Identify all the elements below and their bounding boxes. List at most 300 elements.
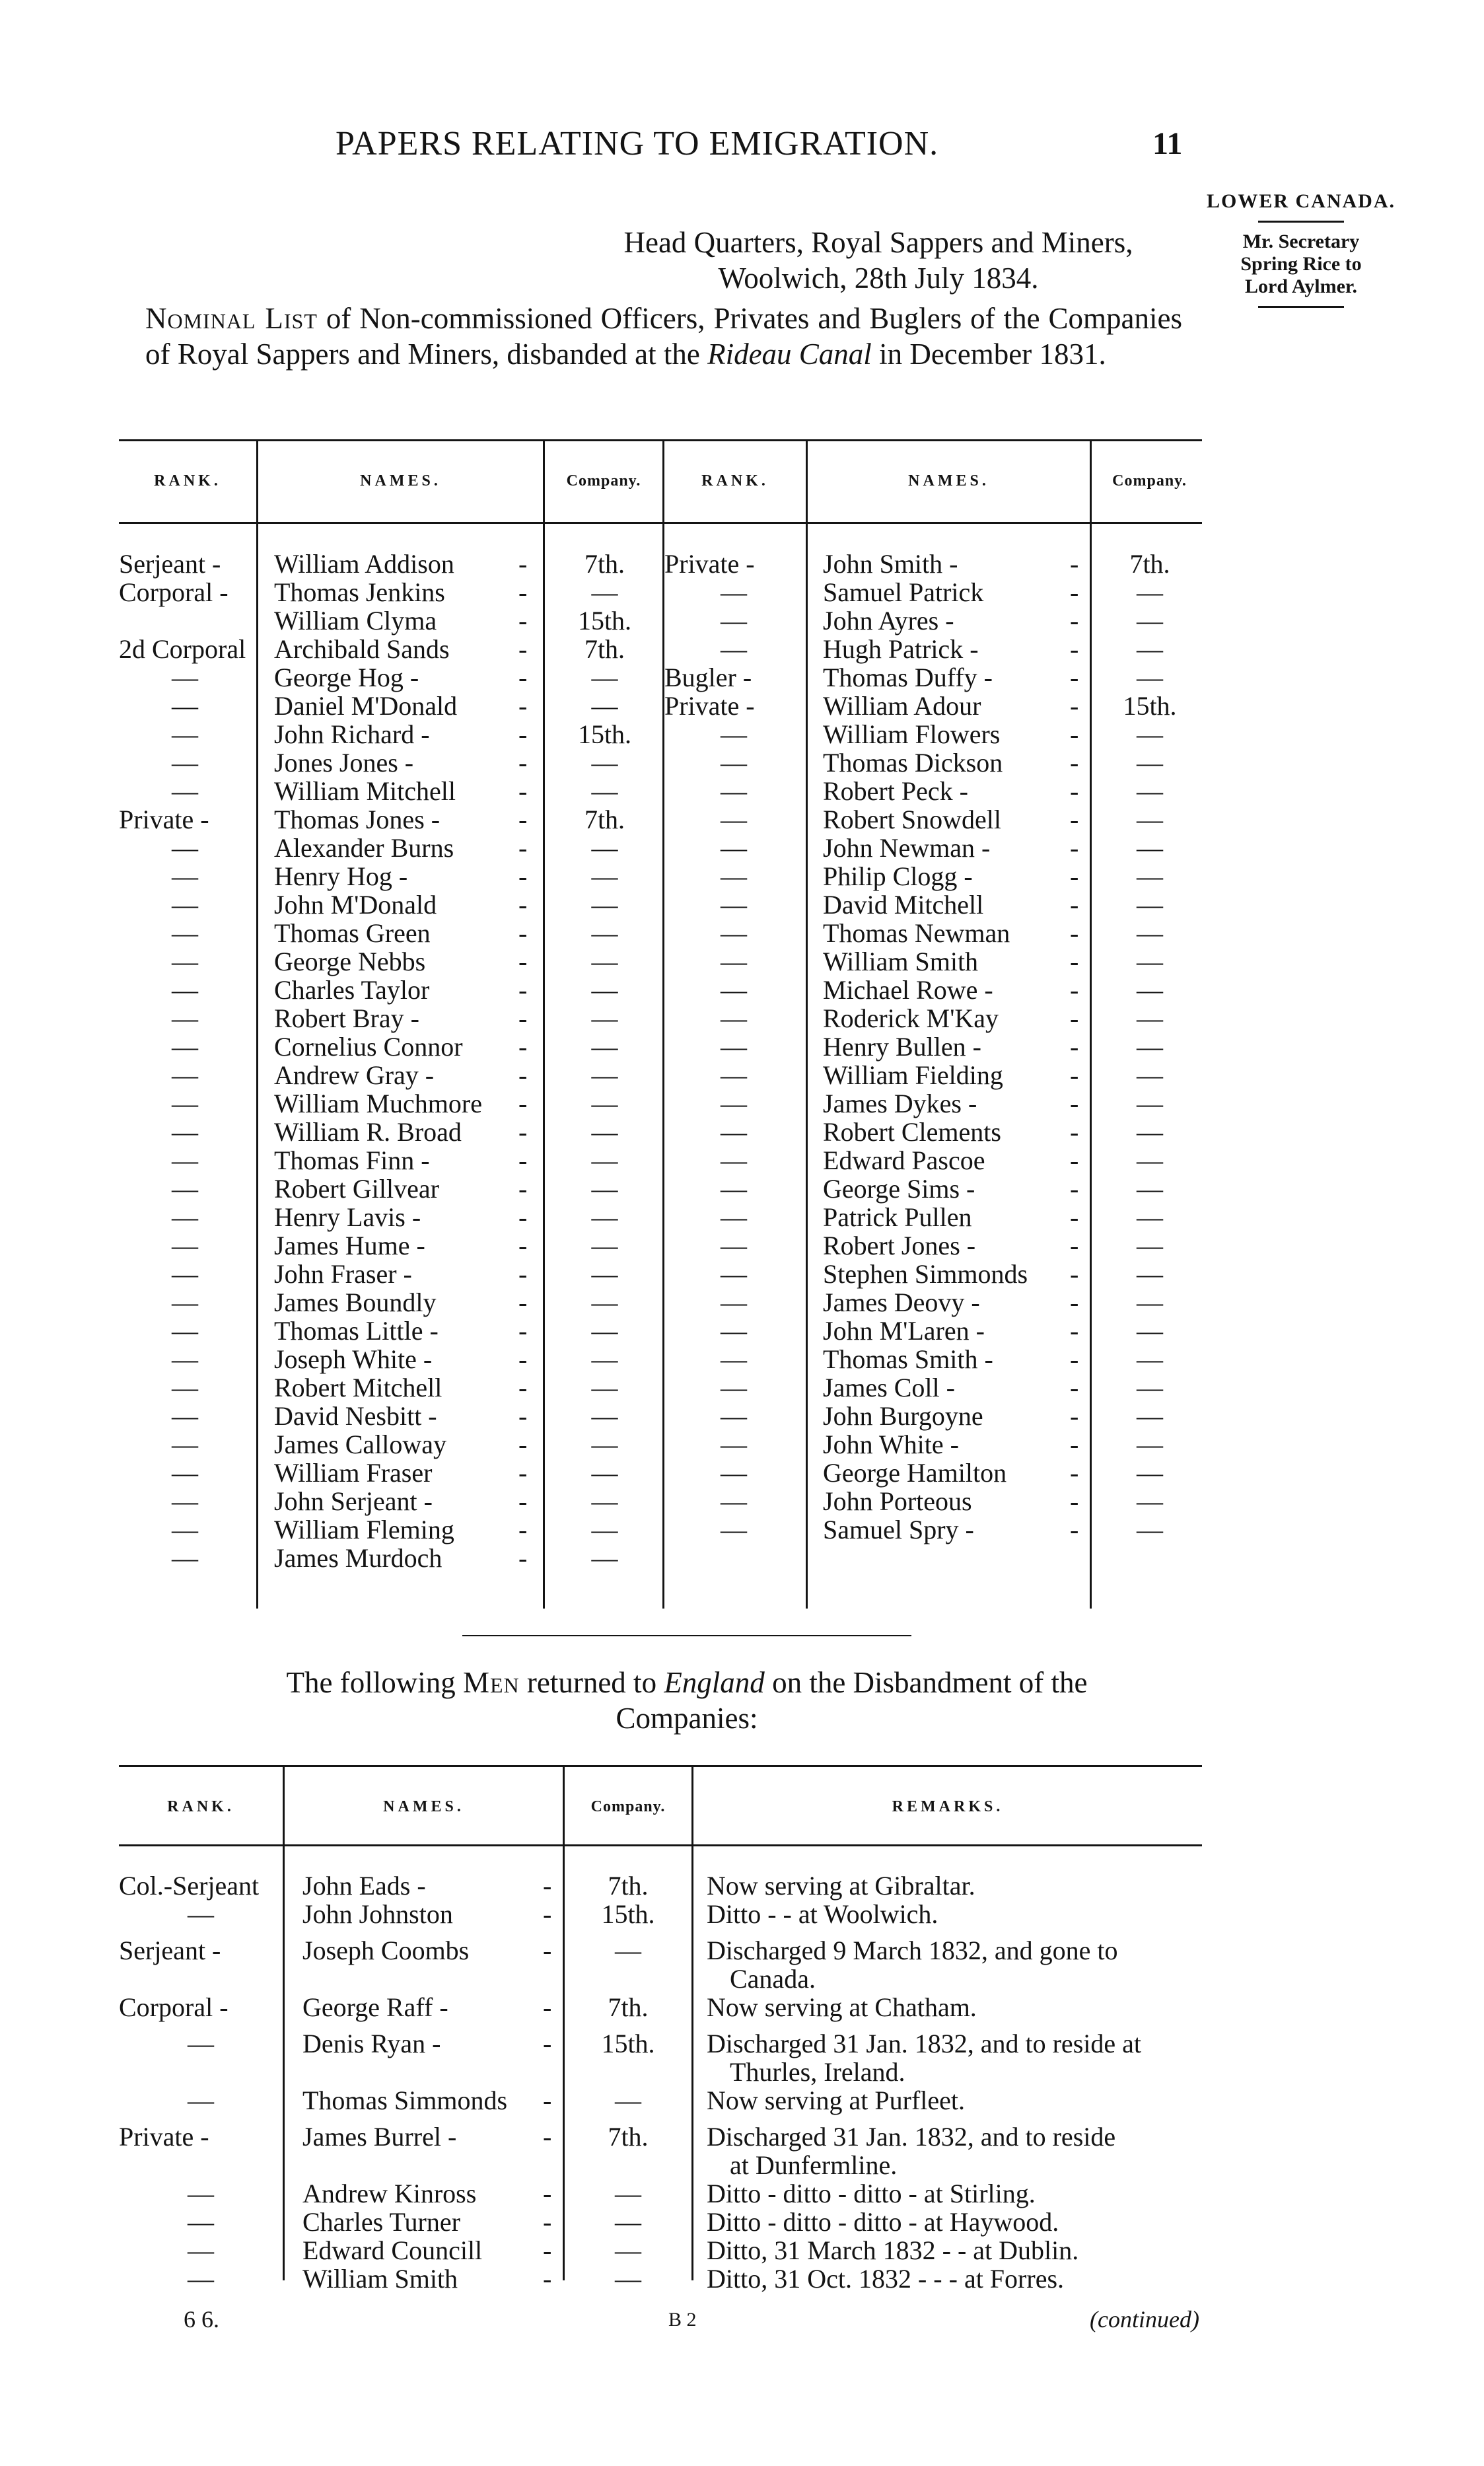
table1-header-company-left: Company. bbox=[566, 472, 641, 490]
company-cell: — bbox=[591, 947, 618, 976]
company-cell: — bbox=[1137, 748, 1163, 778]
name-cell: William R. Broad bbox=[274, 1117, 462, 1147]
rank-cell: — bbox=[172, 1231, 198, 1260]
company-cell: — bbox=[1137, 1003, 1163, 1033]
name-cell: George Raff - bbox=[302, 1992, 448, 2022]
table-row bbox=[119, 1373, 662, 1402]
name-cell: John M'Donald bbox=[274, 890, 437, 920]
name-cell: David Mitchell bbox=[823, 890, 984, 920]
leader-dash: - bbox=[1070, 1430, 1079, 1459]
table1-header-rule bbox=[119, 522, 1202, 524]
name-cell: William Fielding bbox=[823, 1060, 1003, 1090]
company-cell: — bbox=[615, 2085, 641, 2115]
table-row bbox=[119, 1402, 662, 1430]
leader-dash: - bbox=[1070, 577, 1079, 607]
leader-dash: - bbox=[518, 805, 528, 834]
rank-cell: — bbox=[721, 861, 747, 891]
table-row bbox=[119, 1175, 662, 1203]
name-cell: Thomas Finn - bbox=[274, 1145, 430, 1175]
rank-cell: Private - bbox=[119, 805, 209, 834]
name-cell: John Porteous bbox=[823, 1486, 972, 1516]
table-row bbox=[119, 720, 662, 748]
leader-dash: - bbox=[543, 2264, 552, 2294]
company-cell: — bbox=[1137, 861, 1163, 891]
leader-dash: - bbox=[1070, 776, 1079, 806]
company-cell: — bbox=[1137, 1486, 1163, 1516]
rank-cell: — bbox=[188, 2235, 214, 2265]
rank-cell: — bbox=[172, 748, 198, 778]
intro-text-a: of Non-commissioned Officers, Privates and Buglers of the Companies of Royal Sappers and Miners, disbanded at the bbox=[145, 302, 1182, 371]
table-row bbox=[664, 1515, 1207, 1544]
table-row bbox=[119, 1544, 662, 1572]
leader-dash: - bbox=[1070, 1174, 1079, 1204]
returned-text-c: on the Disbandment of the bbox=[764, 1666, 1088, 1699]
leader-dash: - bbox=[518, 748, 528, 778]
table-row bbox=[664, 976, 1207, 1004]
table-row bbox=[119, 1203, 662, 1231]
company-cell: — bbox=[1137, 1458, 1163, 1488]
table1-right-rows bbox=[664, 550, 1207, 1544]
table-row bbox=[119, 550, 662, 578]
company-cell: 7th. bbox=[608, 1871, 649, 1901]
name-cell: James Calloway bbox=[274, 1430, 447, 1459]
table-row bbox=[664, 663, 1207, 692]
table-row bbox=[664, 1175, 1207, 1203]
rank-cell: — bbox=[721, 1145, 747, 1175]
rank-cell: — bbox=[172, 1486, 198, 1516]
leader-dash: - bbox=[1070, 1344, 1079, 1374]
table-row bbox=[664, 1373, 1207, 1402]
table-row bbox=[119, 834, 662, 862]
leader-dash: - bbox=[518, 634, 528, 664]
company-cell: — bbox=[1137, 805, 1163, 834]
company-cell: — bbox=[615, 2235, 641, 2265]
remark-cell: Discharged 31 Jan. 1832, and to reside bbox=[707, 2122, 1116, 2152]
returned-heading-line2: Companies: bbox=[616, 1702, 758, 1735]
leader-dash: - bbox=[1070, 1287, 1079, 1317]
table1-header-names-left: NAMES. bbox=[360, 472, 441, 490]
returned-men: Men bbox=[462, 1666, 520, 1699]
leader-dash: - bbox=[1070, 663, 1079, 692]
company-cell: — bbox=[591, 833, 618, 863]
table-row bbox=[119, 748, 662, 777]
table-row bbox=[664, 1402, 1207, 1430]
leader-dash: - bbox=[1070, 1231, 1079, 1260]
company-cell: — bbox=[1137, 890, 1163, 920]
footer-continued: (continued) bbox=[1090, 2306, 1199, 2333]
company-cell: — bbox=[591, 1145, 618, 1175]
company-cell: — bbox=[1137, 1174, 1163, 1204]
company-cell: — bbox=[591, 1458, 618, 1488]
remark-cell: Ditto - - at Woolwich. bbox=[707, 1899, 938, 1929]
leader-dash: - bbox=[518, 1174, 528, 1204]
table-row bbox=[664, 692, 1207, 720]
remark-cell: Now serving at Gibraltar. bbox=[707, 1871, 975, 1901]
table-row bbox=[119, 578, 662, 606]
name-cell: William Smith bbox=[302, 2264, 458, 2294]
name-cell: Robert Snowdell bbox=[823, 805, 1001, 834]
name-cell: John Smith - bbox=[823, 549, 958, 579]
name-cell: James Deovy - bbox=[823, 1287, 980, 1317]
leader-dash: - bbox=[543, 2122, 552, 2152]
company-cell: — bbox=[1137, 1089, 1163, 1118]
name-cell: Robert Gillvear bbox=[274, 1174, 439, 1204]
margin-note-line3: Lord Aylmer. bbox=[1245, 275, 1357, 297]
rank-cell: — bbox=[172, 1458, 198, 1488]
leader-dash: - bbox=[518, 890, 528, 920]
table-row bbox=[664, 1146, 1207, 1175]
rank-cell: — bbox=[721, 748, 747, 778]
company-cell: — bbox=[1137, 1287, 1163, 1317]
leader-dash: - bbox=[518, 833, 528, 863]
rank-cell: Bugler - bbox=[664, 663, 752, 692]
rank-cell: — bbox=[721, 1373, 747, 1402]
company-cell: — bbox=[591, 1060, 618, 1090]
rank-cell: — bbox=[721, 1515, 747, 1544]
company-cell: — bbox=[591, 1543, 618, 1573]
leader-dash: - bbox=[518, 776, 528, 806]
leader-dash: - bbox=[1070, 1060, 1079, 1090]
name-cell: Thomas Simmonds bbox=[302, 2085, 508, 2115]
table-row bbox=[664, 748, 1207, 777]
table-row bbox=[119, 1004, 662, 1033]
leader-dash: - bbox=[1070, 805, 1079, 834]
company-cell: — bbox=[591, 918, 618, 948]
name-cell: James Hume - bbox=[274, 1231, 425, 1260]
name-cell: Patrick Pullen bbox=[823, 1202, 972, 1232]
company-cell: — bbox=[1137, 1401, 1163, 1431]
rank-cell: — bbox=[721, 776, 747, 806]
leader-dash: - bbox=[1070, 719, 1079, 749]
rank-cell: — bbox=[172, 1060, 198, 1090]
rank-cell: — bbox=[172, 1003, 198, 1033]
leader-dash: - bbox=[1070, 833, 1079, 863]
name-cell: William Fraser bbox=[274, 1458, 433, 1488]
table-row bbox=[664, 834, 1207, 862]
leader-dash: - bbox=[1070, 606, 1079, 635]
leader-dash: - bbox=[518, 1515, 528, 1544]
table-row bbox=[119, 1260, 662, 1288]
rank-cell: — bbox=[172, 663, 198, 692]
table2-header-names: NAMES. bbox=[383, 1798, 464, 1815]
rank-cell: — bbox=[721, 1344, 747, 1374]
rank-cell: — bbox=[172, 947, 198, 976]
table-row bbox=[664, 606, 1207, 635]
name-cell: George Sims - bbox=[823, 1174, 975, 1204]
rank-cell: — bbox=[721, 1231, 747, 1260]
name-cell: John Serjeant - bbox=[274, 1486, 433, 1516]
name-cell: John M'Laren - bbox=[823, 1316, 985, 1346]
rank-cell: — bbox=[721, 634, 747, 664]
company-cell: — bbox=[1137, 634, 1163, 664]
remark-cell: Discharged 31 Jan. 1832, and to reside at bbox=[707, 2029, 1141, 2058]
leader-dash: - bbox=[518, 1486, 528, 1516]
rank-cell: — bbox=[172, 1316, 198, 1346]
leader-dash: - bbox=[518, 691, 528, 721]
rank-cell: — bbox=[172, 1287, 198, 1317]
name-cell: Henry Bullen - bbox=[823, 1032, 981, 1062]
company-cell: — bbox=[591, 1231, 618, 1260]
table-row bbox=[664, 578, 1207, 606]
rank-cell: — bbox=[721, 1117, 747, 1147]
rank-cell: Corporal - bbox=[119, 577, 229, 607]
table-row bbox=[119, 692, 662, 720]
table2-top-rule bbox=[119, 1765, 1202, 1767]
name-cell: William Fleming bbox=[274, 1515, 454, 1544]
name-cell: Joseph Coombs bbox=[302, 1936, 470, 1965]
table-row bbox=[664, 1260, 1207, 1288]
margin-note-line2: Spring Rice to bbox=[1240, 253, 1362, 275]
company-cell: — bbox=[591, 1174, 618, 1204]
company-cell: — bbox=[1137, 1060, 1163, 1090]
name-cell: Robert Peck - bbox=[823, 776, 968, 806]
dateline-line1: Head Quarters, Royal Sappers and Miners, bbox=[623, 226, 1133, 259]
company-cell: — bbox=[591, 577, 618, 607]
table1-top-rule bbox=[119, 439, 1202, 441]
table2-header-remarks: REMARKS. bbox=[892, 1798, 1004, 1815]
margin-note-rule-bottom bbox=[1258, 306, 1344, 308]
name-cell: James Coll - bbox=[823, 1373, 955, 1402]
table-row bbox=[119, 805, 662, 834]
company-cell: — bbox=[1137, 1202, 1163, 1232]
margin-note-rule bbox=[1258, 221, 1344, 223]
rank-cell: — bbox=[721, 1287, 747, 1317]
company-cell: — bbox=[1137, 918, 1163, 948]
intro-lead: Nominal List bbox=[145, 302, 318, 335]
name-cell: Charles Taylor bbox=[274, 975, 430, 1005]
rank-cell: — bbox=[172, 719, 198, 749]
returned-heading bbox=[198, 1665, 1176, 1736]
company-cell: — bbox=[615, 1936, 641, 1965]
table-row bbox=[119, 1515, 662, 1544]
table-row bbox=[664, 1430, 1207, 1459]
company-cell: — bbox=[1137, 1515, 1163, 1544]
name-cell: George Hamilton bbox=[823, 1458, 1007, 1488]
intro-text-b: in December 1831. bbox=[871, 338, 1106, 371]
rank-cell: — bbox=[172, 1145, 198, 1175]
table-row bbox=[119, 1345, 662, 1373]
leader-dash: - bbox=[518, 549, 528, 579]
table-row bbox=[119, 1487, 662, 1515]
table-row bbox=[119, 2236, 1202, 2265]
rank-cell: Private - bbox=[119, 2122, 209, 2152]
table-row bbox=[119, 2029, 1202, 2086]
name-cell: William Clyma bbox=[274, 606, 437, 635]
table-row bbox=[119, 2179, 1202, 2208]
table-row bbox=[119, 1900, 1202, 1928]
name-cell: Denis Ryan - bbox=[302, 2029, 441, 2058]
table-row bbox=[664, 862, 1207, 890]
leader-dash: - bbox=[518, 1032, 528, 1062]
rank-cell: — bbox=[188, 2207, 214, 2237]
table-row bbox=[664, 1459, 1207, 1487]
company-cell: — bbox=[591, 691, 618, 721]
table1-header-company-right: Company. bbox=[1112, 472, 1187, 490]
leader-dash: - bbox=[1070, 861, 1079, 891]
leader-dash: - bbox=[518, 1145, 528, 1175]
name-cell: Thomas Duffy - bbox=[823, 663, 993, 692]
name-cell: Thomas Dickson bbox=[823, 748, 1003, 778]
name-cell: James Dykes - bbox=[823, 1089, 977, 1118]
company-cell: — bbox=[591, 1430, 618, 1459]
rank-cell: — bbox=[172, 776, 198, 806]
company-cell: — bbox=[591, 776, 618, 806]
table2-header-company: Company. bbox=[590, 1798, 666, 1815]
company-cell: — bbox=[1137, 947, 1163, 976]
table-row bbox=[119, 663, 662, 692]
rank-cell: Corporal - bbox=[119, 1992, 229, 2022]
company-cell: — bbox=[1137, 1032, 1163, 1062]
leader-dash: - bbox=[518, 663, 528, 692]
rank-cell: — bbox=[721, 805, 747, 834]
table-row bbox=[664, 1487, 1207, 1515]
company-cell: — bbox=[615, 2264, 641, 2294]
remark-cell-continued: Canada. bbox=[730, 1964, 816, 1994]
rank-cell: — bbox=[721, 975, 747, 1005]
name-cell: David Nesbitt - bbox=[274, 1401, 437, 1431]
table-row bbox=[119, 606, 662, 635]
leader-dash: - bbox=[518, 1543, 528, 1573]
company-cell: — bbox=[1137, 776, 1163, 806]
remark-cell: Now serving at Chatham. bbox=[707, 1992, 977, 2022]
rank-cell: — bbox=[172, 1174, 198, 1204]
name-cell: William Muchmore bbox=[274, 1089, 482, 1118]
table-row bbox=[119, 1033, 662, 1061]
table-row bbox=[119, 976, 662, 1004]
remark-cell: Ditto - ditto - ditto - at Haywood. bbox=[707, 2207, 1059, 2237]
leader-dash: - bbox=[1070, 975, 1079, 1005]
rank-cell: — bbox=[172, 1344, 198, 1374]
company-cell: — bbox=[591, 975, 618, 1005]
leader-dash: - bbox=[518, 1060, 528, 1090]
table-row bbox=[119, 1993, 1202, 2021]
table-row bbox=[664, 1004, 1207, 1033]
company-cell: — bbox=[591, 1202, 618, 1232]
rank-cell: 2d Corporal bbox=[119, 634, 246, 664]
leader-dash: - bbox=[1070, 634, 1079, 664]
rank-cell: — bbox=[188, 2179, 214, 2208]
table-row bbox=[664, 550, 1207, 578]
company-cell: 7th. bbox=[584, 805, 625, 834]
company-cell: — bbox=[1137, 663, 1163, 692]
leader-dash: - bbox=[518, 1401, 528, 1431]
company-cell: — bbox=[591, 1344, 618, 1374]
company-cell: 7th. bbox=[584, 549, 625, 579]
table-row bbox=[119, 2265, 1202, 2293]
name-cell: James Murdoch bbox=[274, 1543, 442, 1573]
table-row bbox=[664, 805, 1207, 834]
leader-dash: - bbox=[1070, 1032, 1079, 1062]
rank-cell: — bbox=[721, 890, 747, 920]
remark-cell-continued: at Dunfermline. bbox=[730, 2150, 898, 2180]
company-cell: 7th. bbox=[608, 1992, 649, 2022]
company-cell: 15th. bbox=[577, 719, 632, 749]
rank-cell: — bbox=[172, 1401, 198, 1431]
name-cell: James Burrel - bbox=[302, 2122, 457, 2152]
margin-note bbox=[1199, 190, 1403, 316]
company-cell: — bbox=[615, 2179, 641, 2208]
rank-cell: — bbox=[172, 1117, 198, 1147]
table-row bbox=[119, 862, 662, 890]
name-cell: Andrew Gray - bbox=[274, 1060, 435, 1090]
name-cell: John White - bbox=[823, 1430, 959, 1459]
company-cell: — bbox=[591, 1259, 618, 1289]
rank-cell: Serjeant - bbox=[119, 1936, 221, 1965]
table-row bbox=[119, 1061, 662, 1089]
footer-left: 6 6. bbox=[184, 2306, 219, 2333]
company-cell: — bbox=[591, 1032, 618, 1062]
rank-cell: — bbox=[188, 2029, 214, 2058]
company-cell: — bbox=[591, 1486, 618, 1516]
table-row bbox=[119, 1146, 662, 1175]
leader-dash: - bbox=[518, 1287, 528, 1317]
rank-cell: — bbox=[188, 2085, 214, 2115]
rank-cell: — bbox=[172, 975, 198, 1005]
company-cell: — bbox=[1137, 577, 1163, 607]
company-cell: 15th. bbox=[577, 606, 632, 635]
name-cell: Charles Turner bbox=[302, 2207, 460, 2237]
leader-dash: - bbox=[518, 606, 528, 635]
margin-note-line1: Mr. Secretary bbox=[1242, 231, 1360, 252]
leader-dash: - bbox=[543, 2085, 552, 2115]
table-row bbox=[119, 890, 662, 919]
table-row bbox=[664, 635, 1207, 663]
leader-dash: - bbox=[1070, 1316, 1079, 1346]
name-cell: William Mitchell bbox=[274, 776, 456, 806]
intro-place: Rideau Canal bbox=[707, 338, 872, 371]
rank-cell: — bbox=[721, 1486, 747, 1516]
footer-signature: B 2 bbox=[668, 2309, 697, 2331]
rank-cell: — bbox=[721, 947, 747, 976]
table-row bbox=[119, 1430, 662, 1459]
leader-dash: - bbox=[543, 1871, 552, 1901]
company-cell: — bbox=[591, 1287, 618, 1317]
company-cell: — bbox=[1137, 1117, 1163, 1147]
company-cell: — bbox=[591, 1003, 618, 1033]
name-cell: Robert Jones - bbox=[823, 1231, 976, 1260]
rank-cell: — bbox=[721, 1060, 747, 1090]
name-cell: John Fraser - bbox=[274, 1259, 412, 1289]
name-cell: John Newman - bbox=[823, 833, 991, 863]
table1-header-names-right: NAMES. bbox=[908, 472, 989, 490]
company-cell: 15th. bbox=[601, 1899, 655, 1929]
table-row bbox=[119, 1871, 1202, 1900]
name-cell: Thomas Green bbox=[274, 918, 431, 948]
table-row bbox=[119, 1317, 662, 1345]
table-row bbox=[664, 1288, 1207, 1317]
name-cell: John Johnston bbox=[302, 1899, 453, 1929]
leader-dash: - bbox=[518, 1430, 528, 1459]
leader-dash: - bbox=[1070, 1259, 1079, 1289]
table-row bbox=[119, 2122, 1202, 2179]
rank-cell: — bbox=[721, 1259, 747, 1289]
leader-dash: - bbox=[518, 861, 528, 891]
returned-text-b: returned to bbox=[519, 1666, 664, 1699]
rank-cell: — bbox=[172, 1430, 198, 1459]
company-cell: — bbox=[591, 1316, 618, 1346]
rank-cell: — bbox=[172, 890, 198, 920]
table-row bbox=[119, 2208, 1202, 2236]
leader-dash: - bbox=[1070, 1145, 1079, 1175]
table-row bbox=[664, 1345, 1207, 1373]
table-row bbox=[664, 720, 1207, 748]
leader-dash: - bbox=[543, 2029, 552, 2058]
name-cell: Joseph White - bbox=[274, 1344, 433, 1374]
running-head: PAPERS RELATING TO EMIGRATION. bbox=[336, 125, 939, 163]
rank-cell: — bbox=[721, 577, 747, 607]
table-row bbox=[664, 1231, 1207, 1260]
name-cell: William Smith bbox=[823, 947, 979, 976]
